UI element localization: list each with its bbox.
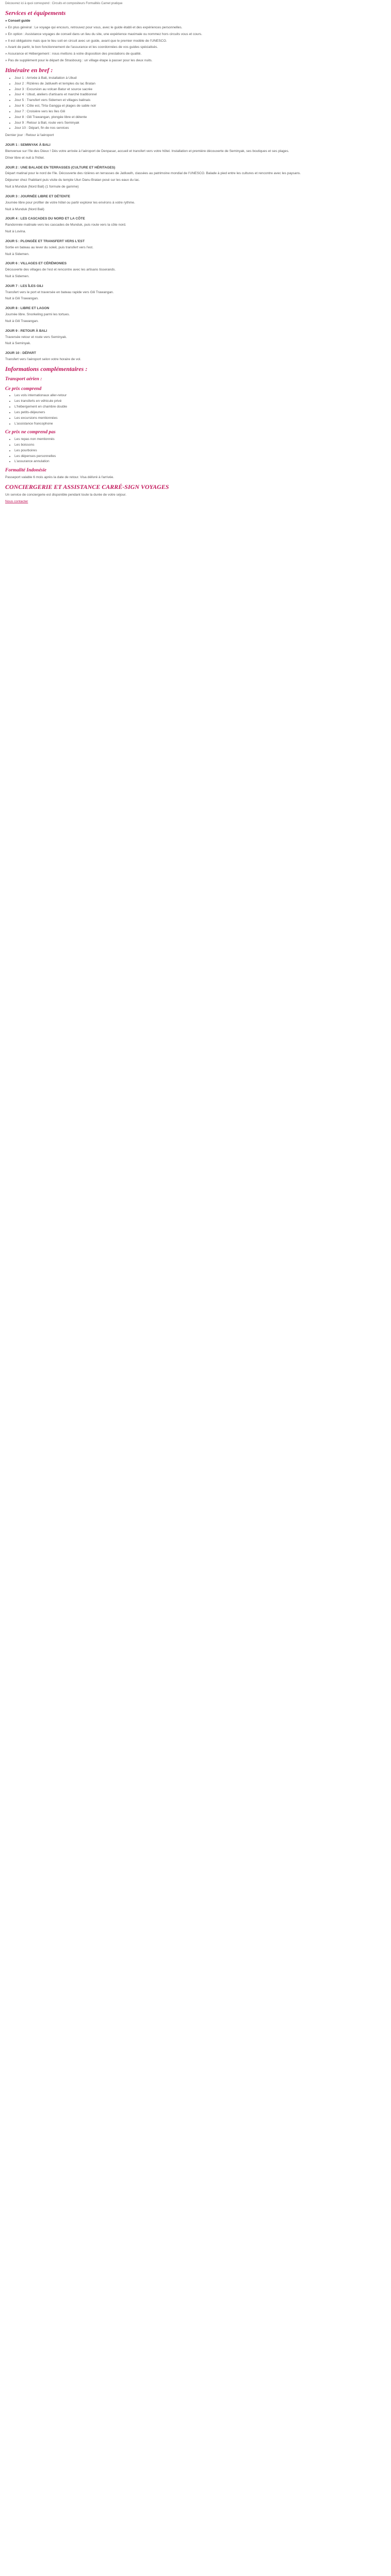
list-item: • L'assistance francophone [14,422,385,427]
day-heading: JOUR 6 : VILLAGES ET CÉRÉMONIES [5,262,67,266]
day-paragraph: Randonnée matinale vers les cascades de Munduk, puis route vers la côte nord. [5,223,126,227]
guide-paragraph: » Il est obligatoire mais que le lieu soit en circuit avec un guide, avant que le premier modèle de l'UNESCO. [5,39,167,43]
formalities-title: Formalité Indonésie [5,468,46,473]
list-item: • Les pourboires [14,449,385,453]
itinerary-note: Dernier jour : Retour à l'aéroport [5,133,54,138]
day-heading: JOUR 1 : SEMINYAK À BALI [5,143,51,147]
day-heading: JOUR 7 : LES ÎLES GILI [5,284,43,288]
prices-included-list [5,394,385,426]
day-paragraph: Journée libre. Snorkeling parmi les tortues. [5,313,70,317]
day-heading: JOUR 9 : RETOUR À BALI [5,329,47,333]
list-item: • Les transferts en véhicule privé [14,399,385,404]
day-paragraph: Journée libre pour profiter de votre hôtel ou partir explorer les environs à votre rythme. [5,200,135,205]
day-paragraph: Transfert vers le port et traversée en bateau rapide vers Gili Trawangan. [5,290,114,294]
list-item: • Les excursions mentionnées [14,416,385,421]
itinerary-list [5,76,385,131]
info-title: Informations complémentaires : [5,365,88,372]
list-item: • Les dépenses personnelles [14,454,385,459]
day-paragraph: Nuit à Lovina. [5,230,26,234]
formalities-paragraph: Passeport valable 6 mois après la date de retour. Visa délivré à l'arrivée. [5,476,115,479]
list-item: • Les boissons [14,443,385,448]
guide-paragraph: » En option : Assistance voyages de conseil dans un lieu du site, une expérience maximale ou nommez hors circuits vous et cours. [5,32,202,36]
guide-paragraph: » Avant de partir, le bon fonctionnement de l'assurance et les coordonnées de vos guides spécialisés. [5,45,158,49]
prices-excluded-title: Ce prix ne comprend pas [5,430,56,435]
prices-included-title: Ce prix comprend [5,386,42,392]
itinerary-item: • Jour 3 : Excursion au volcan Batur et source sacrée [14,88,385,92]
day-paragraph: Nuit à Munduk (Nord Bali) (1 formule de gamme) [5,185,79,189]
itinerary-item: • Jour 2 : Rizières de Jatiluwih et temples du lac Bratan [14,82,385,87]
itinerary-item: • Jour 1 : Arrivée à Bali, installation à Ubud [14,76,385,81]
prices-excluded-list [5,437,385,464]
itinerary-item: • Jour 8 : Gili Trawangan, plongée libre et détente [14,115,385,120]
day-paragraph: Nuit à Seminyak. [5,342,31,346]
guide-paragraph: » Assurance et Hébergement : nous mettons à votre disposition des prestations de qualité. [5,52,142,56]
itinerary-item: • Jour 7 : Croisière vers les îles Gili [14,110,385,114]
day-heading: JOUR 10 : DÉPART [5,351,36,355]
day-paragraph: Découverte des villages de l'est et rencontre avec les artisans tisserands. [5,268,116,272]
day-heading: JOUR 8 : LIBRE ET LAGON [5,307,50,311]
day-heading: JOUR 2 : UNE BALADE EN TERRASSES (CULTURE ET HÉRITAGES) [5,165,116,170]
day-heading: JOUR 3 : JOURNÉE LIBRE ET DÉTENTE [5,194,71,198]
itinerary-item: • Jour 5 : Transfert vers Sidemen et villages balinais [14,98,385,103]
day-paragraph: Bienvenue sur l'île des Dieux ! Dès votre arrivée à l'aéroport de Denpasar, accueil et transfert vers votre hôtel. Installation et première découverte de Seminyak, ses boutiques et ses plages. [5,149,289,153]
list-item: • Les vols internationaux aller-retour [14,394,385,398]
services-title: Services et équipements [5,9,66,17]
content-column [5,2,385,506]
day-paragraph: Nuit à Gili Trawangan. [5,297,39,301]
day-paragraph: Départ matinal pour le nord de l'île. Découverte des rizières en terrasses de Jatiluwih, classées au patrimoine mondial de l'UNESCO. Balade à pied entre les cultures et rencontre avec les paysans. [5,172,301,176]
day-paragraph: Transfert vers l'aéroport selon votre horaire de vol. [5,358,82,362]
guide-paragraph: » En plus général : Le voyage qui encours, retrouvez pour vous, avec le guide établi et des expériences personnelles. [5,25,183,29]
day-paragraph: Nuit à Sidemen. [5,275,29,278]
day-heading: JOUR 4 : LES CASCADES DU NORD ET LA CÔTE [5,217,85,221]
day-paragraph: Déjeuner chez l'habitant puis visite du temple Ulun Danu Bratan posé sur les eaux du lac. [5,178,140,182]
transport-title: Transport aérien : [5,377,42,382]
day-paragraph: Nuit à Munduk (Nord Bali) [5,207,44,211]
list-item: • L'assurance annulation [14,460,385,464]
list-item: • Les repas non mentionnés [14,437,385,442]
itinerary-item: • Jour 9 : Retour à Bali, route vers Seminyak [14,121,385,126]
day-paragraph: Dîner libre et nuit à l'hôtel. [5,156,45,160]
day-paragraph: Nuit à Sidemen. [5,252,29,256]
list-item: • Les petits-déjeuners [14,411,385,415]
itinerary-item: • Jour 10 : Départ, fin de nos services [14,126,385,131]
guide-title: » Conseil guide [5,19,30,23]
list-item: • L'hébergement en chambre double [14,405,385,410]
itinerary-item: • Jour 4 : Ubud, ateliers d'artisans et marché traditionnel [14,93,385,97]
contact-link[interactable]: Nous contacter [5,499,28,503]
itinerary-item: • Jour 6 : Côte est, Tirta Gangga et plages de sable noir [14,104,385,109]
conciergerie-title: CONCIERGERIE ET ASSISTANCE CARRÉ-SIGN VOYAGES [5,483,169,490]
itinerary-title: Itinéraire en bref : [5,66,53,74]
intro-note: Découvrez ici à quoi correspond : Circuits et compositeurs Formalités Carnet pratique [5,2,123,5]
day-paragraph: Traversée retour et route vers Seminyak. [5,335,67,339]
day-heading: JOUR 5 : PLONGÉE ET TRANSFERT VERS L'EST [5,239,85,243]
conciergerie-paragraph: Un service de conciergerie est disponible pendant toute la durée de votre séjour. [5,493,126,497]
day-paragraph: Nuit à Gili Trawangan. [5,319,39,323]
day-paragraph: Sortie en bateau au lever du soleil, puis transfert vers l'est. [5,245,93,249]
guide-paragraph: » Pas de supplément pour le départ de Strasbourg : un village étape à passer pour les deux nuits. [5,59,153,63]
